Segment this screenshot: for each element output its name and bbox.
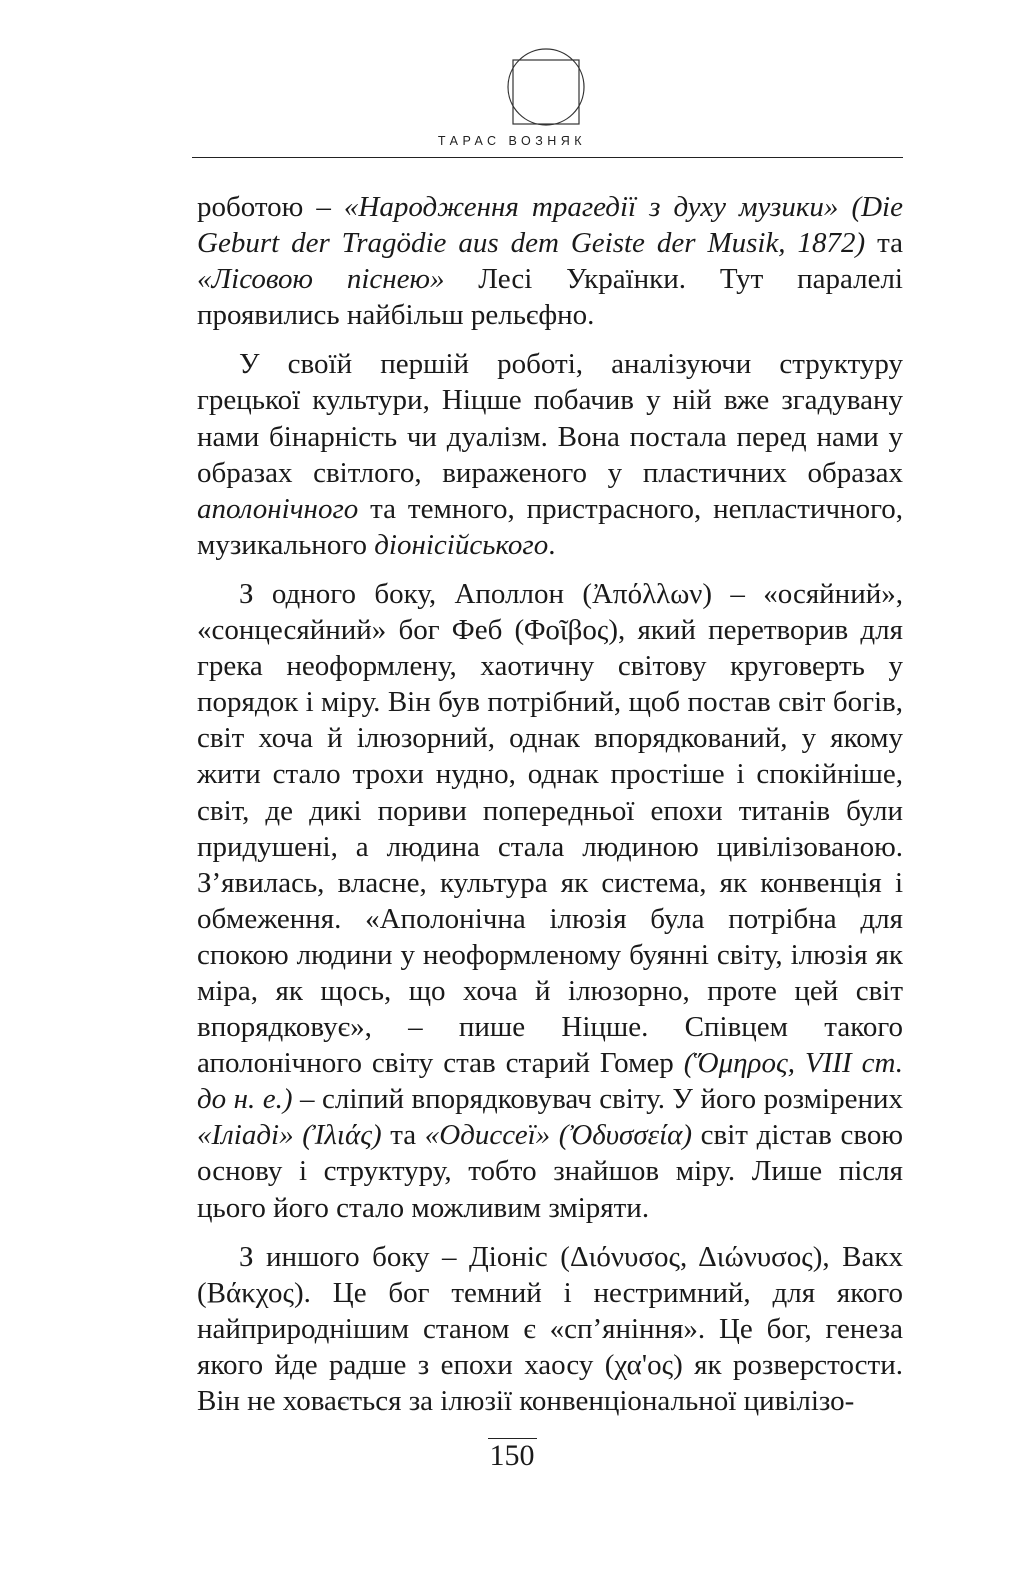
italic-text-run: аполонічного: [197, 492, 359, 525]
text-run: та: [381, 1119, 425, 1152]
text-run: .: [548, 528, 556, 561]
text-run: У своїй першій роботі, аналізуючи структуру грецької культури, Ніцше побачив у ній вже згадувану нами бінарність чи дуалізм. Вона постала перед нами у образах світлого, вираженого у пластичних образах: [197, 348, 903, 489]
text-run: та темного, пристрасного, непластичного, музикального: [197, 492, 903, 561]
italic-text-run: «Народження трагедії з духу музики» (Die Geburt der Tragödie aus dem Geiste der Musik, 1872): [197, 191, 903, 260]
italic-text-run: діонісійського: [374, 528, 549, 561]
circle-square-emblem-icon: [505, 46, 587, 128]
text-run: З иншого боку – Діоніс (Διόνυσος, Διώνυσος), Вакх (Βάκχος). Це бог темний і нестримний, для якого найприроднішим станом є «сп’яніння». Це бог, генеза якого йде радше з епохи хаосу (χα'ος) як розверстости. Він не ховається за ілюзії конвенціональної цивілізо-: [197, 1240, 903, 1417]
running-head: ТАРАС ВОЗНЯК: [437, 134, 587, 148]
paragraph: [197, 576, 903, 1226]
text-run: та: [865, 227, 903, 260]
text-run: З одного боку, Аполлон (Ἀπόλλων) – «осяйний», «сонцесяйний» бог Феб (Φοῖβος), який перетворив для грека неоформлену, хаотичну світову круговерть у порядок і міру. Він був потрібний, щоб постав світ богів, світ хоча й ілюзорний, однак впорядкований, у якому жити стало трохи нудно, однак простіше і спокійніше, світ, де дикі пориви попередньої епохи титанів були придушені, а людина стала людиною цивілізованою. З’явилась, власне, культура як система, як конвенція і обмеження. «Аполонічна ілюзія була потрібна для спокою людини у неоформленому буянні світу, ілюзія як міра, як щось, що хоча й ілюзорно, проте цей світ впорядковує», – пише Ніцше. Співцем такого аполонічного світу став старий Гомер: [197, 577, 903, 1080]
paragraph: [197, 189, 903, 333]
header-rule: [192, 157, 903, 158]
text-run: – сліпий впорядковувач світу. У його розмірених: [292, 1083, 903, 1116]
text-run: роботою –: [197, 191, 344, 223]
page-number-label: 150: [489, 1439, 535, 1472]
text-run: світ дістав свою основу і структуру, тобто знайшов міру. Лише після цього його стало можливим зміряти.: [197, 1119, 903, 1224]
italic-text-run: (Ὅμηρος, VIII ст. до н. е.): [197, 1047, 903, 1116]
body-text: [197, 189, 903, 1419]
text-run: Лесі Українки. Тут паралелі проявились найбільш рельєфно.: [197, 263, 903, 332]
paragraph: [197, 346, 903, 563]
page-number: [0, 1438, 1024, 1473]
paragraph: [197, 1239, 903, 1419]
italic-text-run: «Одиссеї» (Ὀδυσσεία): [424, 1119, 693, 1152]
italic-text-run: «Лісовою піснею»: [197, 263, 445, 296]
italic-text-run: «Іліаді» (Ἰλιάς): [197, 1119, 382, 1152]
